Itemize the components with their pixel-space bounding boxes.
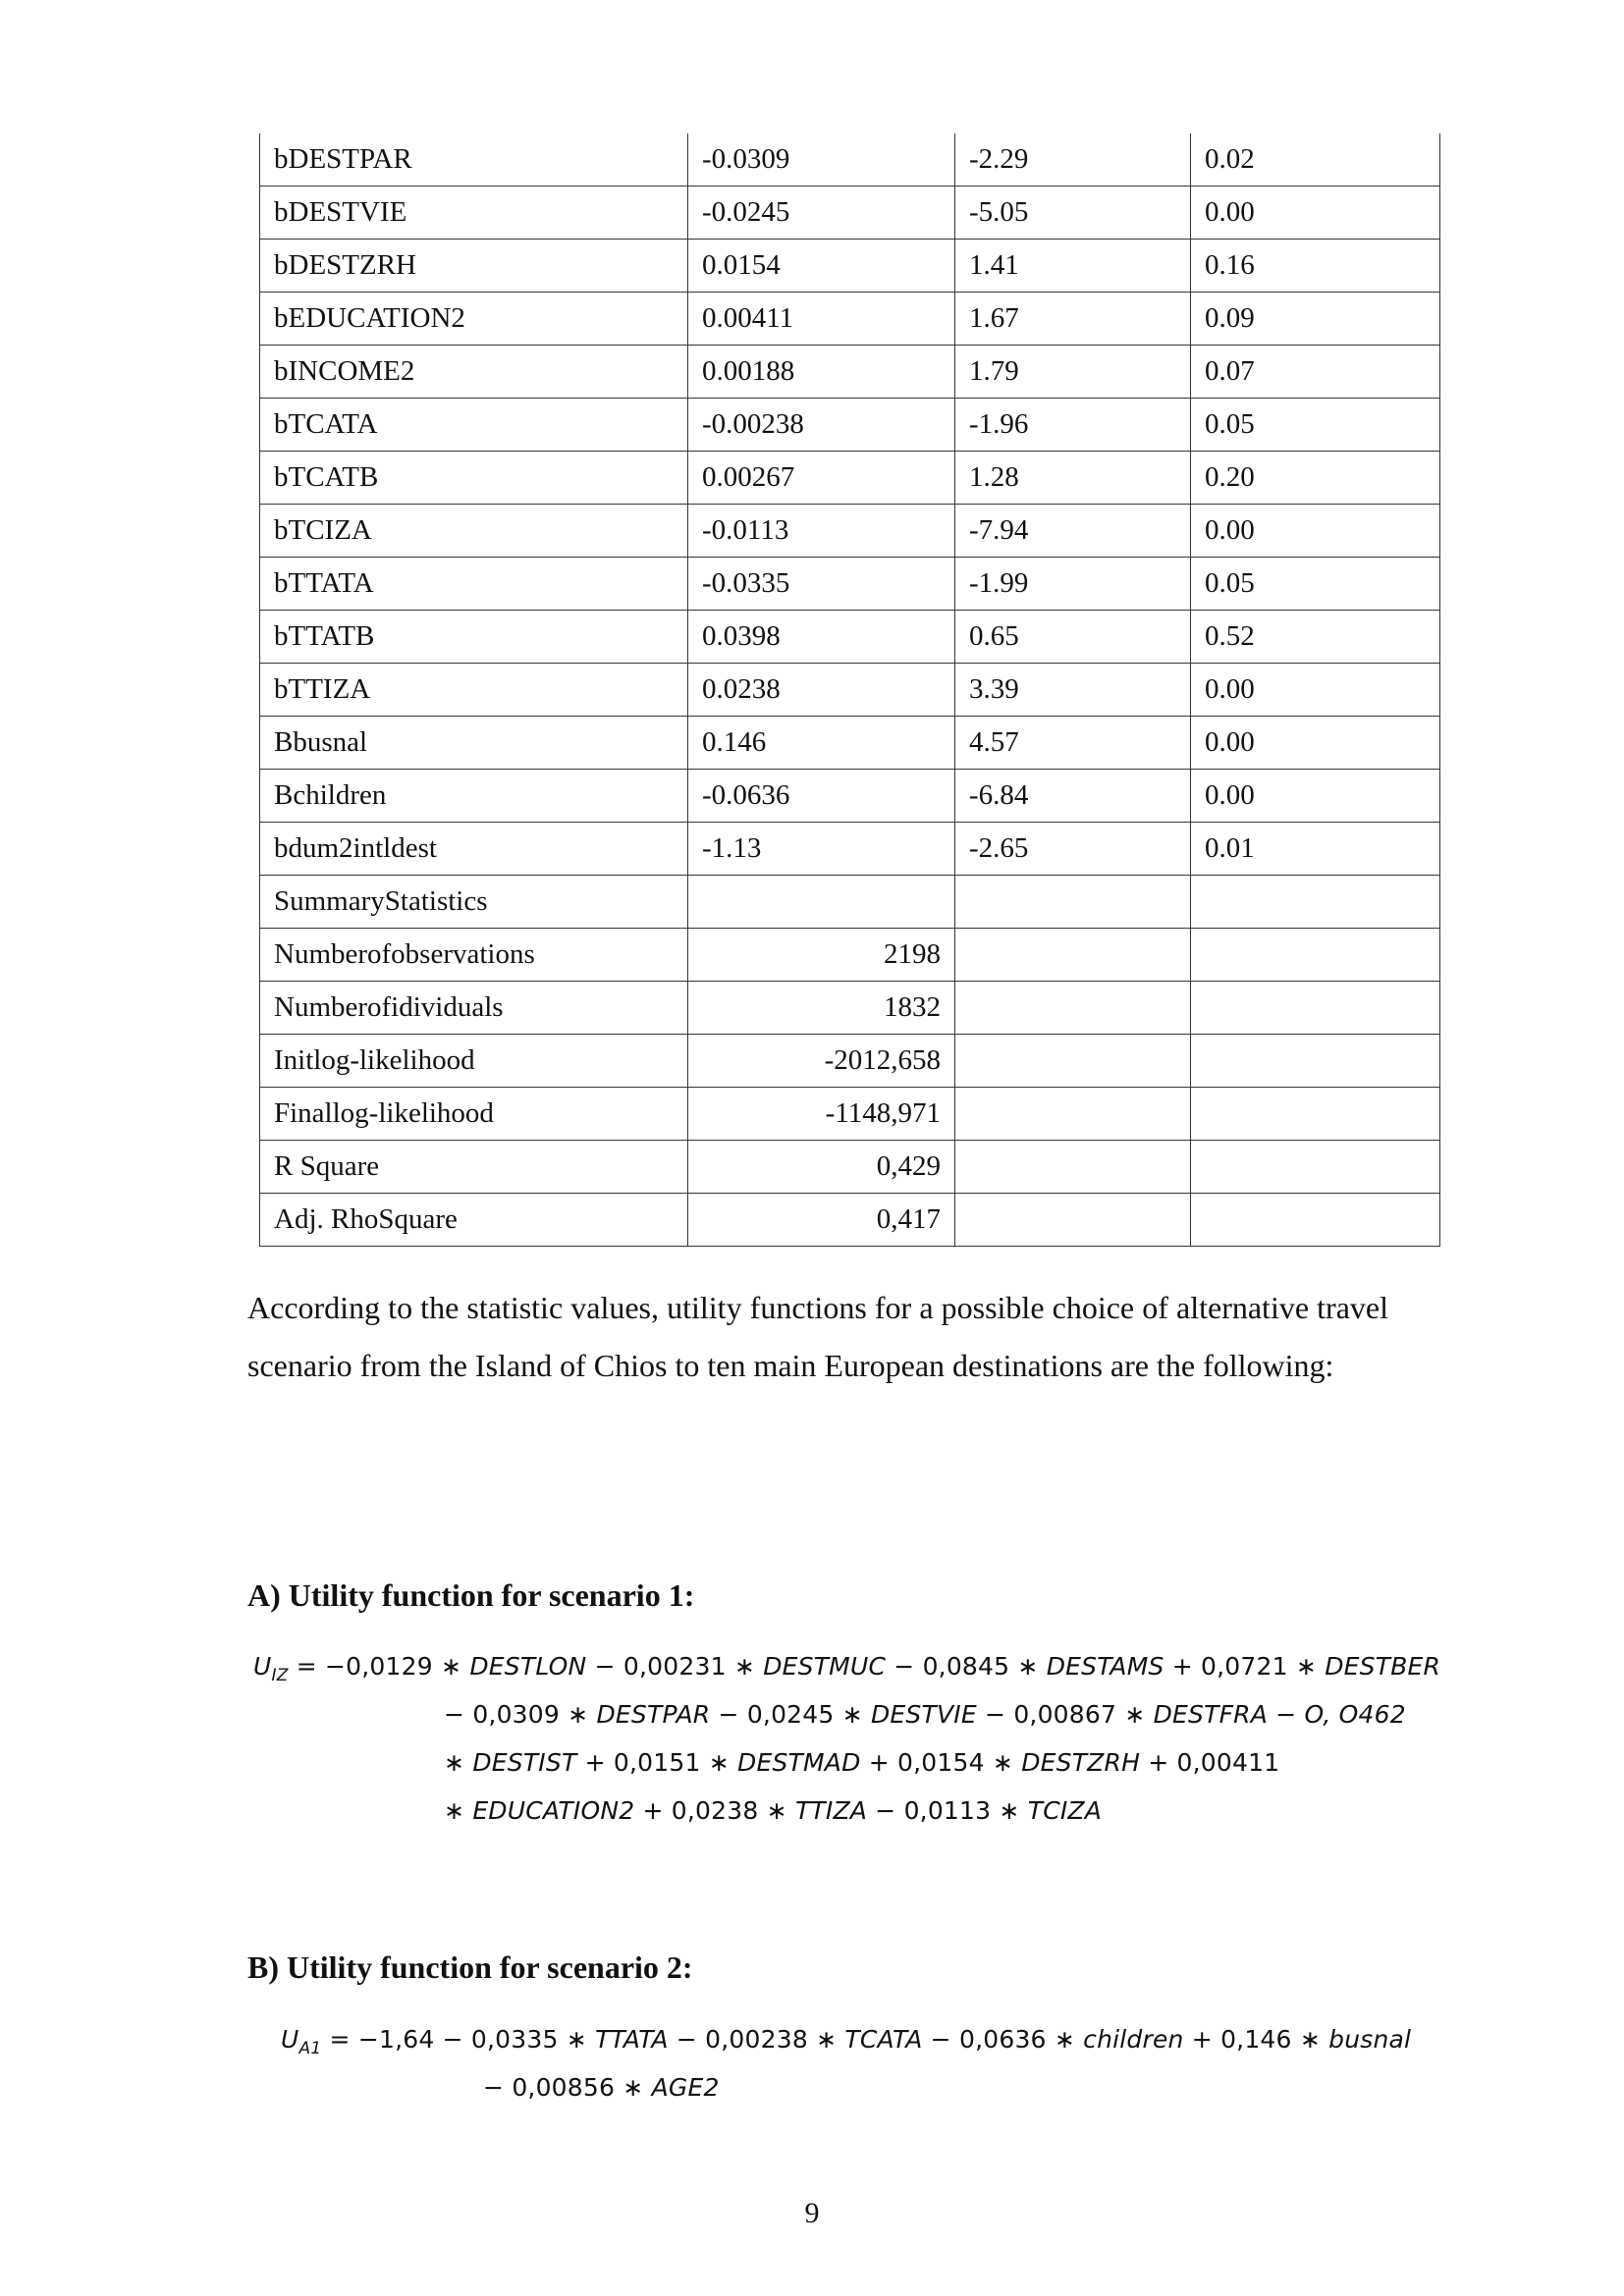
parameter-name-cell: bINCOME2 xyxy=(260,346,688,399)
statistic-value-cell: 2198 xyxy=(688,929,955,982)
statistic-name-cell: Numberofobservations xyxy=(260,929,688,982)
statistic-value-cell: -2012,658 xyxy=(688,1035,955,1088)
t-test-cell: 1.67 xyxy=(955,293,1191,346)
statistic-name-cell: Finallog-likelihood xyxy=(260,1088,688,1141)
statistic-name-cell: Initlog-likelihood xyxy=(260,1035,688,1088)
empty-cell xyxy=(1191,1141,1440,1194)
summary-row xyxy=(260,1035,1440,1088)
table-row xyxy=(260,664,1440,717)
p-value-cell: 0.05 xyxy=(1191,558,1440,611)
table-row xyxy=(260,346,1440,399)
t-test-cell: 1.79 xyxy=(955,346,1191,399)
coefficient-cell: -0.0335 xyxy=(688,558,955,611)
table-row xyxy=(260,505,1440,558)
parameter-name-cell: Bchildren xyxy=(260,770,688,823)
table-row xyxy=(260,240,1440,293)
statistic-value-cell: -1148,971 xyxy=(688,1088,955,1141)
p-value-cell: 0.00 xyxy=(1191,187,1440,240)
scenario-1-heading: A) Utility function for scenario 1: xyxy=(247,1577,695,1613)
table-row xyxy=(260,770,1440,823)
summary-row xyxy=(260,982,1440,1035)
empty-cell xyxy=(955,876,1191,929)
empty-cell xyxy=(1191,982,1440,1035)
t-test-cell: -6.84 xyxy=(955,770,1191,823)
parameter-name-cell: bTTIZA xyxy=(260,664,688,717)
table-row xyxy=(260,823,1440,876)
coefficient-cell: 0.00267 xyxy=(688,452,955,505)
t-test-cell: -5.05 xyxy=(955,187,1191,240)
empty-cell xyxy=(955,1194,1191,1247)
p-value-cell: 0.09 xyxy=(1191,293,1440,346)
page-number: 9 xyxy=(804,2197,820,2229)
p-value-cell: 0.02 xyxy=(1191,133,1440,187)
p-value-cell: 0.00 xyxy=(1191,770,1440,823)
parameter-name-cell: bTCIZA xyxy=(260,505,688,558)
coefficient-cell: -0.0113 xyxy=(688,505,955,558)
parameter-name-cell: bdum2intldest xyxy=(260,823,688,876)
parameter-name-cell: bDESTVIE xyxy=(260,187,688,240)
coefficient-cell: -0.0245 xyxy=(688,187,955,240)
summary-row xyxy=(260,1194,1440,1247)
p-value-cell: 0.20 xyxy=(1191,452,1440,505)
statistic-value-cell: 0,417 xyxy=(688,1194,955,1247)
empty-cell xyxy=(955,929,1191,982)
t-test-cell: -1.99 xyxy=(955,558,1191,611)
p-value-cell: 0.07 xyxy=(1191,346,1440,399)
empty-cell xyxy=(955,1088,1191,1141)
coefficient-cell: 0.00188 xyxy=(688,346,955,399)
coefficient-cell: 0.146 xyxy=(688,717,955,770)
parameter-name-cell: Bbusnal xyxy=(260,717,688,770)
empty-cell xyxy=(1191,1088,1440,1141)
p-value-cell: 0.52 xyxy=(1191,611,1440,664)
statistic-value-cell: 0,429 xyxy=(688,1141,955,1194)
statistic-name-cell: Numberofidividuals xyxy=(260,982,688,1035)
table-row xyxy=(260,452,1440,505)
intro-paragraph: According to the statistic values, utility functions for a possible choice of alternative travel scenario from the Island of Chios to ten main European destinations are the following: xyxy=(247,1290,1388,1383)
t-test-cell: -1.96 xyxy=(955,399,1191,452)
parameter-name-cell: bTCATA xyxy=(260,399,688,452)
summary-label-cell: SummaryStatistics xyxy=(260,876,688,929)
coefficient-table-body xyxy=(260,133,1440,1247)
equation-line: − 0,0309 ∗ DESTPAR − 0,0245 ∗ DESTVIE − 0,00867 ∗ DESTFRA − O, O462 xyxy=(444,1700,1406,1729)
empty-cell xyxy=(1191,929,1440,982)
statistic-value-cell: 1832 xyxy=(688,982,955,1035)
empty-cell xyxy=(955,1141,1191,1194)
parameter-name-cell: bEDUCATION2 xyxy=(260,293,688,346)
equation-line: $U_{IZ} = -0,0129$ ∗ DESTLON − 0,00231 ∗ DESTMUC − 0,0845 ∗ DESTAMS + 0,0721 ∗ DESTBER xyxy=(253,1652,1441,1685)
table-row xyxy=(260,293,1440,346)
t-test-cell: 0.65 xyxy=(955,611,1191,664)
equation-line: ∗ DESTIST + 0,0151 ∗ DESTMAD + 0,0154 ∗ DESTZRH + 0,00411 xyxy=(444,1748,1280,1777)
scenario-2-heading: B) Utility function for scenario 2: xyxy=(247,1949,693,1985)
statistic-name-cell: Adj. RhoSquare xyxy=(260,1194,688,1247)
equation-line: ∗ EDUCATION2 + 0,0238 ∗ TTIZA − 0,0113 ∗ TCIZA xyxy=(444,1796,1103,1825)
t-test-cell: 3.39 xyxy=(955,664,1191,717)
summary-row xyxy=(260,1141,1440,1194)
empty-cell xyxy=(1191,876,1440,929)
empty-cell xyxy=(688,876,955,929)
summary-row xyxy=(260,1088,1440,1141)
table-row xyxy=(260,611,1440,664)
parameter-name-cell: bDESTZRH xyxy=(260,240,688,293)
summary-header-row xyxy=(260,876,1440,929)
t-test-cell: 4.57 xyxy=(955,717,1191,770)
coefficient-cell: 0.0238 xyxy=(688,664,955,717)
t-test-cell: 1.41 xyxy=(955,240,1191,293)
t-test-cell: 1.28 xyxy=(955,452,1191,505)
coefficient-cell: 0.0154 xyxy=(688,240,955,293)
p-value-cell: 0.00 xyxy=(1191,664,1440,717)
t-test-cell: -2.65 xyxy=(955,823,1191,876)
coefficient-cell: -0.00238 xyxy=(688,399,955,452)
p-value-cell: 0.00 xyxy=(1191,717,1440,770)
table-row xyxy=(260,133,1440,187)
p-value-cell: 0.16 xyxy=(1191,240,1440,293)
equation-line: $U_{A1} = -1,64 - 0,0335$ ∗ TTATA − 0,00238 ∗ TCATA − 0,0636 ∗ children + 0,146 ∗ busnal xyxy=(281,2025,1412,2058)
parameter-name-cell: bTTATB xyxy=(260,611,688,664)
parameter-name-cell: bDESTPAR xyxy=(260,133,688,187)
p-value-cell: 0.00 xyxy=(1191,505,1440,558)
table-row xyxy=(260,187,1440,240)
coefficient-cell: -0.0636 xyxy=(688,770,955,823)
p-value-cell: 0.01 xyxy=(1191,823,1440,876)
t-test-cell: -7.94 xyxy=(955,505,1191,558)
table-row xyxy=(260,399,1440,452)
coefficient-cell: -0.0309 xyxy=(688,133,955,187)
empty-cell xyxy=(1191,1194,1440,1247)
equation-line: − 0,00856 ∗ AGE2 xyxy=(483,2073,720,2102)
summary-row xyxy=(260,929,1440,982)
p-value-cell: 0.05 xyxy=(1191,399,1440,452)
statistic-name-cell: R Square xyxy=(260,1141,688,1194)
coefficient-table xyxy=(259,133,1440,1247)
table-row xyxy=(260,558,1440,611)
empty-cell xyxy=(1191,1035,1440,1088)
parameter-name-cell: bTCATB xyxy=(260,452,688,505)
table-row xyxy=(260,717,1440,770)
empty-cell xyxy=(955,1035,1191,1088)
parameter-name-cell: bTTATA xyxy=(260,558,688,611)
coefficient-cell: 0.00411 xyxy=(688,293,955,346)
empty-cell xyxy=(955,982,1191,1035)
coefficient-cell: 0.0398 xyxy=(688,611,955,664)
coefficient-cell: -1.13 xyxy=(688,823,955,876)
t-test-cell: -2.29 xyxy=(955,133,1191,187)
